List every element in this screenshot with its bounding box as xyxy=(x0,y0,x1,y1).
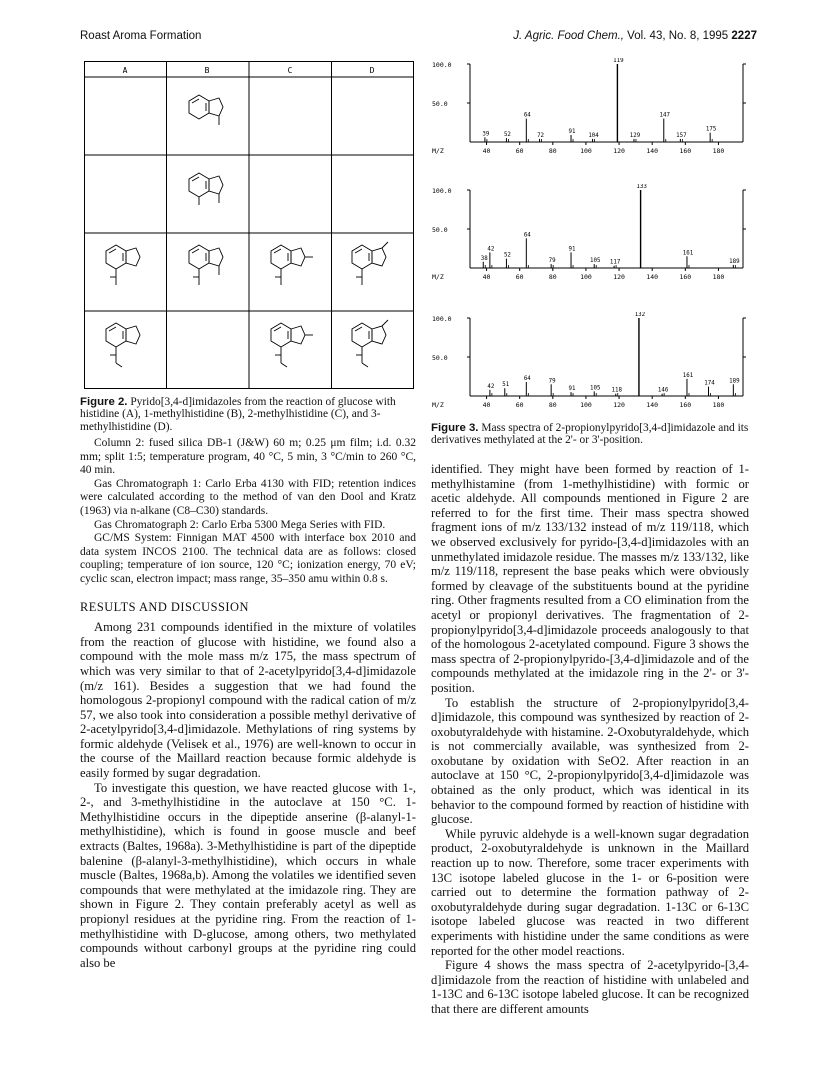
paragraph-gc2: Gas Chromatograph 2: Carlo Erba 5300 Mega Series with FID. xyxy=(94,518,386,531)
x-tick-label: 180 xyxy=(712,273,725,281)
structure-row3-d xyxy=(352,242,388,285)
x-tick-label: 80 xyxy=(548,147,557,155)
peak-label: 79 xyxy=(548,378,556,385)
mass-spectrum-3 xyxy=(430,312,755,416)
peak-label: 189 xyxy=(729,378,740,385)
figure-2-label: Figure 2. xyxy=(80,396,128,408)
column-header-b: B xyxy=(204,66,210,75)
y-label-100: 100.0 xyxy=(432,315,452,323)
peak-label: 117 xyxy=(609,259,621,266)
x-tick-label: 140 xyxy=(646,147,659,155)
structure-row1-b xyxy=(189,95,223,125)
x-tick-label: 60 xyxy=(515,147,524,155)
y-label-100: 100.0 xyxy=(432,61,452,69)
figure-2-structure-table xyxy=(84,61,414,389)
y-label-100: 100.0 xyxy=(432,187,452,195)
structure-row4-c xyxy=(271,323,313,367)
peak-label: 91 xyxy=(568,386,576,393)
journal-name: J. Agric. Food Chem., xyxy=(513,30,624,42)
paragraph-right-1: identified. They might have been formed by reaction of 1-methylhistamine (from 1-methylhistidine) with formic or acetic aldehyde. All compounds mentioned in Figure 2 are referred to for the first time. Their mass spectra showed fragment ions of m/z 133/132 instead of m/z 119/118, which we observed exclusively for pyrido-[3,4-d]imidazoles with an unmethylated imidazole residue. The masses m/z 133/132, like m/z 119/118, represent the base peaks which were obviously formed by cleavage of the substituents bound at the pyridine ring. Other fragments resulted from a CO elimination from the acetyl or propionyl derivatives. The fragmentation of 2-propionylpyrido[3,4-d]imidazole proceeds analogously to that of the homologous 2-acetylated compound. Figure 3 shows the mass spectra of 2-propionylpyrido-[3,4-d]imidazole and of the compounds methylated at the imidazole ring in the 2'- or 3'-position. xyxy=(431,462,749,695)
peak-label: 161 xyxy=(682,372,694,379)
peak-label: 129 xyxy=(629,132,641,139)
peak-label: 147 xyxy=(659,112,671,119)
peak-label: 175 xyxy=(705,126,717,133)
figure-2-caption xyxy=(80,396,420,433)
x-axis-label: M/Z xyxy=(432,401,444,409)
peak-label: 189 xyxy=(729,258,740,265)
peak-label: 52 xyxy=(503,252,511,259)
peak-label: 132 xyxy=(634,312,646,318)
mass-spectrum-2 xyxy=(430,184,755,288)
x-tick-label: 80 xyxy=(548,401,557,409)
structure-row3-c xyxy=(271,245,313,285)
column-header-a: A xyxy=(122,66,128,75)
journal-issue: Vol. 43, No. 8, 1995 xyxy=(627,30,729,42)
x-tick-label: 140 xyxy=(646,273,659,281)
x-tick-label: 60 xyxy=(515,401,524,409)
peak-label: 119 xyxy=(613,58,624,64)
paragraph-column2: Column 2: fused silica DB-1 (J&W) 60 m; 0.25 μm film; i.d. 0.32 mm; split 1:5; temperature program, 40 °C, 5 min, 3 °C/min to 260 °C, 40 min. xyxy=(80,437,416,477)
paragraph-right-4: Figure 4 shows the mass spectra of 2-acetylpyrido-[3,4-d]imidazole from the reaction of histidine with unlabeled and 1-13C and 6-13C isotope labeled glucose. It can be recognized that there are different amounts xyxy=(431,958,749,1016)
x-tick-label: 60 xyxy=(515,273,524,281)
x-axis-label: M/Z xyxy=(432,147,444,155)
figure-3-caption xyxy=(431,422,753,447)
figure-3-label: Figure 3. xyxy=(431,422,479,434)
paragraph-results-1: Among 231 compounds identified in the mixture of volatiles from the reaction of glucose with histidine, we found also a compound with the mole mass m/z 175, the mass spectrum of which was very similar to that of 2-acetylpyrido[3,4-d]imidazole (m/z 161). Besides a suggestion that we had found the homologous 2-propionyl compound with the radical cation of m/z 57, we also took into consideration a possible methyl derivative of 2-acetylpyrido[3,4-d]imidazole. Methylations of ring systems by formic aldehyde (Velisek et al., 1976) are well-known to occur in the course of the Maillard reaction because formic aldehyde is easily formed by sugar degradation. xyxy=(80,620,416,781)
peak-label: 118 xyxy=(611,387,622,394)
figure-2-caption-text: Pyrido[3,4-d]imidazoles from the reaction of glucose with histidine (A), 1-methylhistidine (B), 2-methylhistidine (C), and 3-methylhistidine (D). xyxy=(80,396,396,433)
right-column xyxy=(431,462,749,1017)
peak-label: 64 xyxy=(523,112,531,119)
paragraph-right-2: To establish the structure of 2-propionylpyrido[3,4-d]imidazole, this compound was synthesized by reaction of 2-oxobutyraldehyde with histamine. 2-Oxobutyraldehyde, which is not commercially available, was synthesized from 2-oxobutane by oxidation with SeO2. After reaction in an autoclave at 150 °C, 2-propionylpyrido[3,4-d]imidazole was obtained as the only product, which was identical in its behavior to the compound formed by reaction of histidine with glucose. xyxy=(431,695,749,827)
x-tick-label: 180 xyxy=(712,147,725,155)
running-header-title: Roast Aroma Formation xyxy=(80,30,202,42)
x-axis-label: M/Z xyxy=(432,273,444,281)
paragraph-results-2: To investigate this question, we have reacted glucose with 1-, 2-, and 3-methylhistidine in the autoclave at 150 °C. 1-Methylhistidine occurs in the dipeptide anserine (β-alanyl-1-methylhistidine), which is found in goose muscle and beef extracts (Baltes, 1968a). 3-Methylhistidine is part of the dipeptide balenine (β-alanyl-3-methylhistidine), which occurs in whale muscle (Baltes, 1968a,b). Among the volatiles we identified seven compounds that were methylated at the imidazole ring. They are shown in Figure 2. They contain preferably acetyl as well as propionyl residues at the pyridine ring. From the reaction of 1-methylhistidine with D-glucose, among others, two methylated compounds without carbonyl groups at the pyridine ring could also be xyxy=(80,780,416,970)
peak-label: 105 xyxy=(589,385,601,392)
structure-row4-d xyxy=(352,320,388,367)
peak-label: 64 xyxy=(523,375,531,382)
x-tick-label: 180 xyxy=(712,401,725,409)
peak-label: 146 xyxy=(657,387,669,394)
peak-label: 52 xyxy=(503,132,511,139)
x-tick-label: 80 xyxy=(548,273,557,281)
figure-3-caption-text: Mass spectra of 2-propionylpyrido[3,4-d]imidazole and its derivatives methylated at the 2'- or 3'-position. xyxy=(431,422,749,447)
y-label-50: 50.0 xyxy=(432,226,448,234)
peak-label: 104 xyxy=(588,132,599,139)
x-tick-label: 160 xyxy=(679,401,692,409)
peak-label: 79 xyxy=(548,258,556,265)
structure-row2-b xyxy=(189,173,223,205)
structure-row4-a xyxy=(106,323,140,367)
x-tick-label: 40 xyxy=(482,273,491,281)
paragraph-gc1: Gas Chromatograph 1: Carlo Erba 4130 with FID; retention indices were calculated according to the method of van den Dool and Kratz (1963) via n-alkane (C8–C30) standards. xyxy=(80,477,416,517)
peak-label: 91 xyxy=(568,246,576,253)
left-column xyxy=(80,437,416,970)
peak-label: 51 xyxy=(502,382,510,389)
peak-label: 42 xyxy=(487,246,495,253)
x-tick-label: 120 xyxy=(613,147,625,155)
structure-row3-b xyxy=(189,245,223,285)
x-tick-label: 120 xyxy=(613,273,625,281)
column-header-d: D xyxy=(369,66,375,75)
peak-label: 64 xyxy=(523,232,531,239)
x-tick-label: 100 xyxy=(580,401,592,409)
x-tick-label: 100 xyxy=(580,273,592,281)
peak-label: 174 xyxy=(704,380,715,387)
x-tick-label: 160 xyxy=(679,147,692,155)
peak-label: 91 xyxy=(568,128,576,135)
x-tick-label: 160 xyxy=(679,273,692,281)
x-tick-label: 100 xyxy=(580,147,592,155)
peak-label: 38 xyxy=(480,255,488,262)
y-label-50: 50.0 xyxy=(432,100,448,108)
peak-label: 105 xyxy=(589,258,601,265)
peak-label: 39 xyxy=(482,131,490,138)
peak-label: 42 xyxy=(487,383,495,390)
structure-row3-a xyxy=(106,245,140,285)
peak-label: 157 xyxy=(676,132,687,139)
mass-spectrum-1 xyxy=(430,58,755,162)
paragraph-right-3: While pyruvic aldehyde is a well-known sugar degradation product, 2-oxobutyraldehyde is unknown in the Maillard reaction up to now. Therefore, some tracer experiments with 13C isotope labeled glucose in the 1- or 6-position were carried out to determine the formation pathway of 2-oxobutyraldehyde during sugar degradation. 1-13C or 6-13C isotope labeled glucose was reacted in two different experiments with histidine under the same conditions as were reported for the other model reactions. xyxy=(431,826,749,958)
paragraph-gcms: GC/MS System: Finnigan MAT 4500 with interface box 2010 and data system INCOS 2100. The technical data are as follows: closed coupling; temperature of ion source, 120 °C; ionization energy, 70 eV; cyclic scan, electron impact; mass range, 35–350 amu within 0.8 s. xyxy=(80,532,416,585)
page-number: 2227 xyxy=(731,30,757,42)
section-heading: RESULTS AND DISCUSSION xyxy=(80,599,249,614)
peak-label: 72 xyxy=(537,132,545,139)
x-tick-label: 140 xyxy=(646,401,659,409)
x-tick-label: 40 xyxy=(482,401,491,409)
running-header-journal xyxy=(513,30,757,42)
peak-label: 133 xyxy=(636,184,647,190)
y-label-50: 50.0 xyxy=(432,354,448,362)
peak-label: 161 xyxy=(682,250,694,257)
x-tick-label: 40 xyxy=(482,147,491,155)
x-tick-label: 120 xyxy=(613,401,625,409)
column-header-c: C xyxy=(287,66,293,75)
